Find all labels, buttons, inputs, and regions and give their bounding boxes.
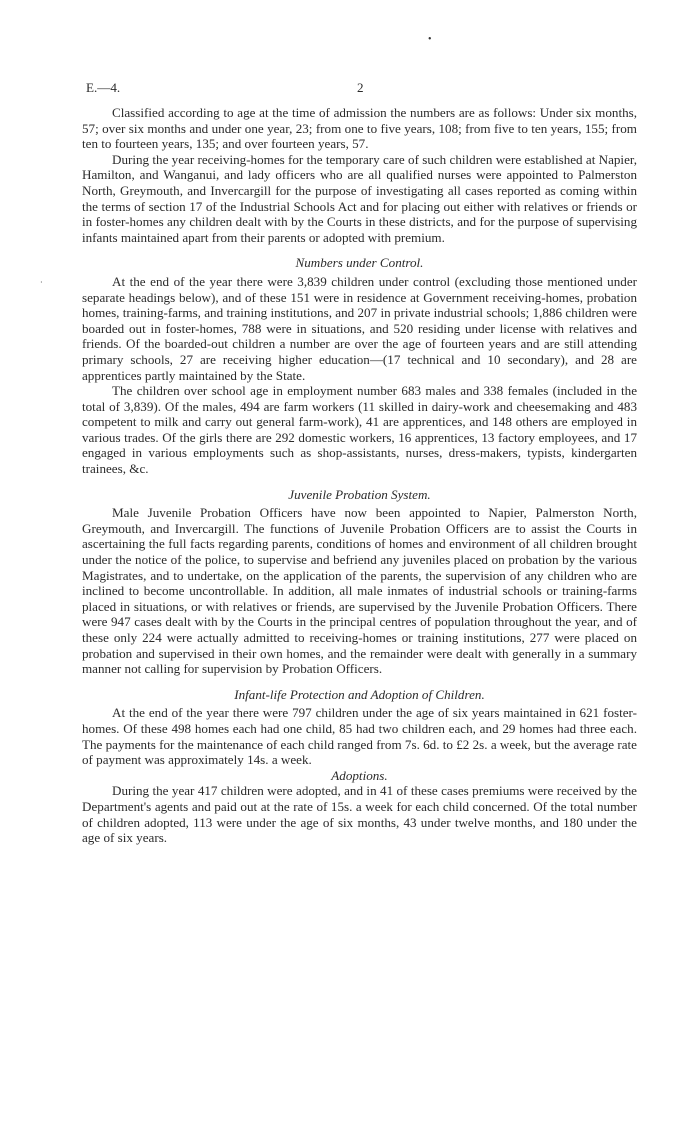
report-reference: E.—4. [86,80,121,95]
paragraph-receiving-homes: During the year receiving-homes for the temporary care of such children were established at Napier, Hamilton, and Wanganui, and lady officers who are all qualified nurses were appointed to Palmerston North, Greymouth, and Invercargill for the purpose of investigating all cases reported as coming within the terms of section 17 of the Industrial Schools Act and for placing out either with relatives or friends or in foster-homes any children dealt with by the Courts in these districts, and for the purpose of supervising infants maintained apart from their parents or adopted with premium. [82,151,637,245]
paragraph-juvenile-probation: Male Juvenile Probation Officers have now been appointed to Napier, Palmerston North, Greymouth, and Invercargill. The functions of Juvenile Probation Officers are to assist the Courts in ascertaining the full facts regarding parents, conditions of homes and environment of all children brought under the notice of the police, to supervise and befriend any juveniles placed on probation by the various Magistrates, and to undertake, on the application of the parents, the supervision of any children who are inclined to become uncontrollable. In addition, all male inmates of industrial schools or training-farms placed in situations, or with relatives or friends, are supervised by the Juvenile Probation Officers. There were 947 cases dealt with by the Courts in the principal centres of population throughout the year, and of these only 224 were actually admitted to receiving-homes or training institutions, 277 were placed on probation and supervised in their own homes, and the remainder were dealt with generally in a summary manner not calling for supervision by Probation Officers. [82,505,637,677]
document-page [82,80,637,846]
page-number: 2 [357,80,364,95]
top-speck: • [428,34,432,45]
paragraph-infant-life-protection: At the end of the year there were 797 children under the age of six years maintained in 621 foster-homes. Of these 498 homes each had one child, 85 had two children each, and 29 homes had three each. The payments for the maintenance of each child ranged from 7s. 6d. to £2 2s. a week, but the average rate of payment was approximately 14s. a week. [82,705,637,768]
heading-adoptions: Adoptions. [331,767,388,783]
paragraph-employment: The children over school age in employment number 683 males and 338 females (included in the total of 3,839). Of the males, 494 are farm workers (11 skilled in dairy-work and cheesemaking and 483 competent to milk and carry out general farm-work), 41 are apprentices, and 148 others are employed in various trades. Of the girls there are 292 domestic workers, 16 apprentices, 13 factory employees, and 17 engaged in various employments such as shop-assistants, nurses, dress-makers, typists, kindergarten trainees, &c. [82,383,637,477]
page-header [82,80,637,98]
paragraph-numbers-under-control: At the end of the year there were 3,839 children under control (excluding those mentioned under separate headings below), and of these 151 were in residence at Government receiving-homes, probation homes, training-farms, and training institutions, and 207 in private industrial schools; 1,886 children were boarded out in foster-homes, 788 were in situations, and 520 residing under license with relatives and friends. Of the boarded-out children a number are over the age of fourteen years and are still attending primary schools, 27 are receiving higher education—(17 technical and 10 secondary), and 28 are apprentices partly maintained by the State. [82,273,637,383]
margin-speck: · [40,278,43,287]
paragraph-adoptions: During the year 417 children were adopted, and in 41 of these cases premiums were received by the Department's agents and paid out at the rate of 15s. a week for each child concerned. Of the total number of children adopted, 113 were under the age of six months, 43 under twelve months, and 180 under the age of six years. [82,783,637,846]
heading-numbers-under-control: Numbers under Control. [295,255,424,271]
paragraph-classified-ages: Classified according to age at the time of admission the numbers are as follows: Under six months, 57; over six months and under one year, 23; from one to five years, 108; from five to ten years, 155; from ten to fourteen years, 135; and over fourteen years, 57. [82,105,637,152]
heading-infant-life-protection: Infant-life Protection and Adoption of Children. [234,686,485,702]
heading-juvenile-probation: Juvenile Probation System. [288,486,431,502]
